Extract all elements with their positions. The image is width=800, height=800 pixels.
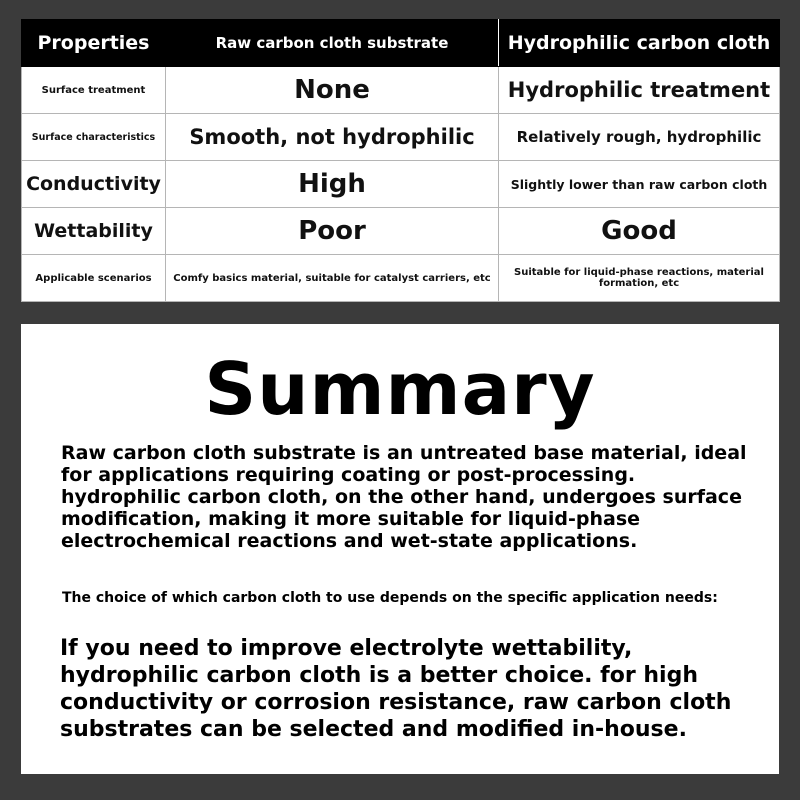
summary-panel: [21, 324, 779, 774]
row-label-surface-characteristics: Surface characteristics: [22, 114, 166, 161]
table-row: [22, 161, 780, 208]
summary-paragraph-choice: The choice of which carbon cloth to use depends on the specific application needs:: [62, 590, 718, 606]
raw-conductivity: High: [166, 161, 499, 208]
row-label-wettability: Wettability: [22, 208, 166, 255]
raw-surface-characteristics: Smooth, not hydrophilic: [166, 114, 499, 161]
table-row: [22, 114, 780, 161]
comparison-table: [21, 19, 780, 302]
table-header-row: [22, 20, 780, 67]
header-properties: Properties: [22, 20, 166, 67]
summary-paragraph-recommendation: If you need to improve electrolyte wettability, hydrophilic carbon cloth is a better choice. for high conductivity or corrosion resistance, raw carbon cloth substrates can be selected and modified in-house.: [60, 636, 732, 742]
header-raw-carbon-cloth: Raw carbon cloth substrate: [166, 20, 499, 67]
row-label-applicable-scenarios: Applicable scenarios: [22, 255, 166, 302]
header-hydrophilic-carbon-cloth: Hydrophilic carbon cloth: [499, 20, 780, 67]
hydrophilic-conductivity: Slightly lower than raw carbon cloth: [499, 161, 780, 208]
table-row: [22, 208, 780, 255]
raw-wettability: Poor: [166, 208, 499, 255]
summary-title: Summary: [204, 347, 596, 431]
table-row: [22, 255, 780, 302]
table-row: [22, 67, 780, 114]
hydrophilic-surface-treatment: Hydrophilic treatment: [499, 67, 780, 114]
hydrophilic-wettability: Good: [499, 208, 780, 255]
row-label-conductivity: Conductivity: [22, 161, 166, 208]
row-label-surface-treatment: Surface treatment: [22, 67, 166, 114]
hydrophilic-surface-characteristics: Relatively rough, hydrophilic: [499, 114, 780, 161]
raw-applicable-scenarios: Comfy basics material, suitable for catalyst carriers, etc: [166, 255, 499, 302]
summary-paragraph-intro: Raw carbon cloth substrate is an untreated base material, ideal for applications requiring coating or post-processing. hydrophilic carbon cloth, on the other hand, undergoes surface modification, making it more suitable for liquid-phase electrochemical reactions and wet-state applications.: [61, 442, 747, 552]
raw-surface-treatment: None: [166, 67, 499, 114]
hydrophilic-applicable-scenarios: Suitable for liquid-phase reactions, material formation, etc: [499, 255, 780, 302]
